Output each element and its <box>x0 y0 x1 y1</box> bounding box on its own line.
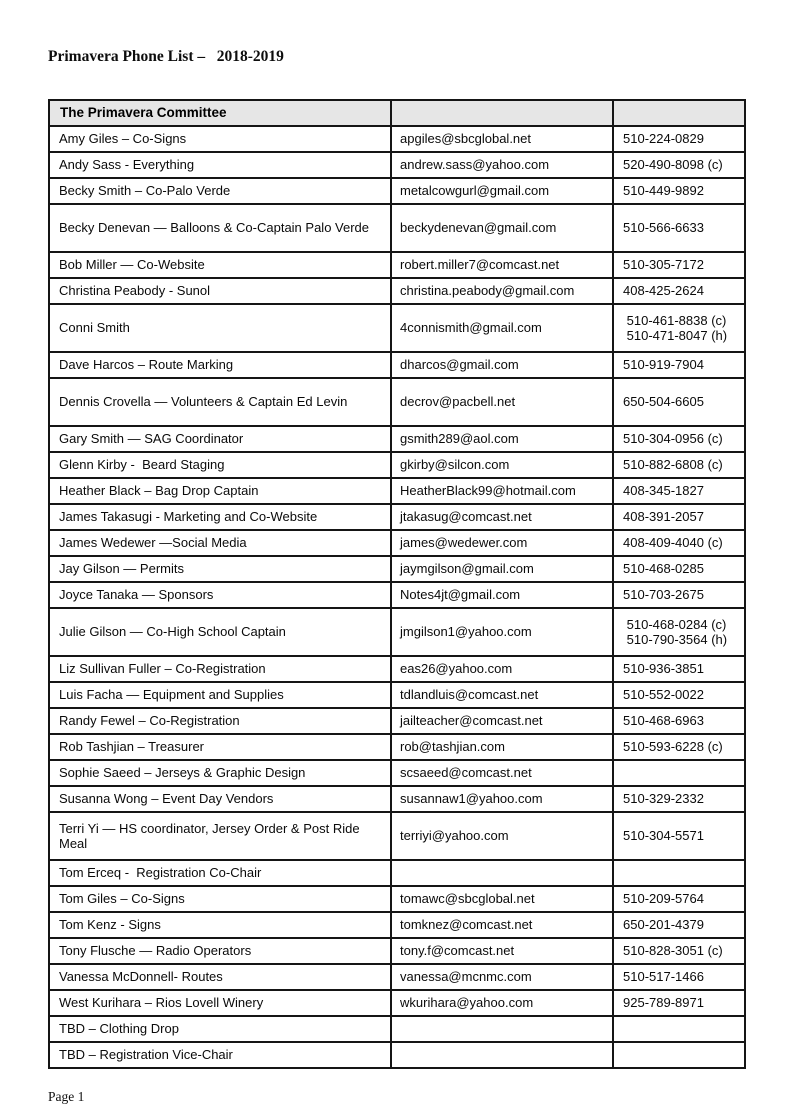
phone-cell <box>613 1042 745 1068</box>
email-cell: vanessa@mcnmc.com <box>391 964 613 990</box>
table-row <box>49 860 745 886</box>
email-cell: gkirby@silcon.com <box>391 452 613 478</box>
phone-cell: 520-490-8098 (c) <box>613 152 745 178</box>
phone-cell: 510-224-0829 <box>613 126 745 152</box>
name-cell: Susanna Wong – Event Day Vendors <box>49 786 391 812</box>
table-row <box>49 452 745 478</box>
table-row <box>49 964 745 990</box>
name-cell: Luis Facha — Equipment and Supplies <box>49 682 391 708</box>
table-header-empty-phone <box>613 100 745 126</box>
name-cell: James Wedewer —Social Media <box>49 530 391 556</box>
email-cell: terriyi@yahoo.com <box>391 812 613 860</box>
email-cell: rob@tashjian.com <box>391 734 613 760</box>
phone-cell: 510-449-9892 <box>613 178 745 204</box>
table-header-title: The Primavera Committee <box>49 100 391 126</box>
phone-cell: 510-703-2675 <box>613 582 745 608</box>
email-cell: eas26@yahoo.com <box>391 656 613 682</box>
phone-cell: 510-304-0956 (c) <box>613 426 745 452</box>
phone-cell: 408-425-2624 <box>613 278 745 304</box>
name-cell: Rob Tashjian – Treasurer <box>49 734 391 760</box>
email-cell: james@wedewer.com <box>391 530 613 556</box>
table-row <box>49 886 745 912</box>
name-cell: Becky Smith – Co-Palo Verde <box>49 178 391 204</box>
phone-cell: 510-468-0285 <box>613 556 745 582</box>
name-cell: Andy Sass - Everything <box>49 152 391 178</box>
name-cell: TBD – Clothing Drop <box>49 1016 391 1042</box>
name-cell: Bob Miller — Co-Website <box>49 252 391 278</box>
email-cell: wkurihara@yahoo.com <box>391 990 613 1016</box>
name-cell: Amy Giles – Co-Signs <box>49 126 391 152</box>
name-cell: Liz Sullivan Fuller – Co-Registration <box>49 656 391 682</box>
email-cell: Notes4jt@gmail.com <box>391 582 613 608</box>
email-cell: apgiles@sbcglobal.net <box>391 126 613 152</box>
name-cell: Sophie Saeed – Jerseys & Graphic Design <box>49 760 391 786</box>
phone-cell: 510-936-3851 <box>613 656 745 682</box>
phone-cell <box>613 760 745 786</box>
email-cell: robert.miller7@comcast.net <box>391 252 613 278</box>
table-row <box>49 760 745 786</box>
phone-cell <box>613 860 745 886</box>
table-header-row <box>49 100 745 126</box>
table-row <box>49 126 745 152</box>
table-row <box>49 378 745 426</box>
email-cell: decrov@pacbell.net <box>391 378 613 426</box>
table-row <box>49 912 745 938</box>
email-cell: tomawc@sbcglobal.net <box>391 886 613 912</box>
name-cell: Jay Gilson — Permits <box>49 556 391 582</box>
phone-cell: 510-919-7904 <box>613 352 745 378</box>
phone-cell: 925-789-8971 <box>613 990 745 1016</box>
name-cell: Joyce Tanaka — Sponsors <box>49 582 391 608</box>
table-row <box>49 990 745 1016</box>
email-cell: christina.peabody@gmail.com <box>391 278 613 304</box>
name-cell: Vanessa McDonnell- Routes <box>49 964 391 990</box>
table-row <box>49 178 745 204</box>
phone-cell: 510-461-8838 (c) 510-471-8047 (h) <box>613 304 745 352</box>
table-row <box>49 812 745 860</box>
email-cell: gsmith289@aol.com <box>391 426 613 452</box>
table-row <box>49 1016 745 1042</box>
name-cell: West Kurihara – Rios Lovell Winery <box>49 990 391 1016</box>
phone-cell: 510-593-6228 (c) <box>613 734 745 760</box>
table-row <box>49 304 745 352</box>
table-row <box>49 504 745 530</box>
table-header-empty-email <box>391 100 613 126</box>
phone-cell: 510-329-2332 <box>613 786 745 812</box>
name-cell: Glenn Kirby - Beard Staging <box>49 452 391 478</box>
table-row <box>49 608 745 656</box>
table-row <box>49 152 745 178</box>
table-row <box>49 682 745 708</box>
table-row <box>49 204 745 252</box>
name-cell: Tony Flusche — Radio Operators <box>49 938 391 964</box>
phone-cell: 650-201-4379 <box>613 912 745 938</box>
name-cell: Julie Gilson — Co-High School Captain <box>49 608 391 656</box>
phone-cell: 510-828-3051 (c) <box>613 938 745 964</box>
phone-cell: 510-209-5764 <box>613 886 745 912</box>
email-cell: jtakasug@comcast.net <box>391 504 613 530</box>
phone-cell: 510-517-1466 <box>613 964 745 990</box>
table-row <box>49 1042 745 1068</box>
email-cell: scsaeed@comcast.net <box>391 760 613 786</box>
page-number: Page 1 <box>48 1089 85 1104</box>
name-cell: Terri Yi — HS coordinator, Jersey Order & Post Ride Meal <box>49 812 391 860</box>
phone-cell: 408-409-4040 (c) <box>613 530 745 556</box>
table-row <box>49 252 745 278</box>
table-row <box>49 278 745 304</box>
table-row <box>49 582 745 608</box>
table-row <box>49 656 745 682</box>
name-cell: Dennis Crovella — Volunteers & Captain Ed Levin <box>49 378 391 426</box>
name-cell: Christina Peabody - Sunol <box>49 278 391 304</box>
table-row <box>49 938 745 964</box>
phone-cell: 510-552-0022 <box>613 682 745 708</box>
phone-cell: 510-468-0284 (c) 510-790-3564 (h) <box>613 608 745 656</box>
phone-cell: 510-468-6963 <box>613 708 745 734</box>
name-cell: Conni Smith <box>49 304 391 352</box>
email-cell <box>391 860 613 886</box>
name-cell: Gary Smith — SAG Coordinator <box>49 426 391 452</box>
name-cell: Dave Harcos – Route Marking <box>49 352 391 378</box>
phone-cell: 510-882-6808 (c) <box>613 452 745 478</box>
table-row <box>49 708 745 734</box>
email-cell: jailteacher@comcast.net <box>391 708 613 734</box>
email-cell: susannaw1@yahoo.com <box>391 786 613 812</box>
phone-cell <box>613 1016 745 1042</box>
name-cell: Tom Kenz - Signs <box>49 912 391 938</box>
name-cell: Tom Erceq - Registration Co-Chair <box>49 860 391 886</box>
email-cell: jmgilson1@yahoo.com <box>391 608 613 656</box>
table-row <box>49 556 745 582</box>
phone-cell: 650-504-6605 <box>613 378 745 426</box>
email-cell: tdlandluis@comcast.net <box>391 682 613 708</box>
table-row <box>49 734 745 760</box>
table-row <box>49 478 745 504</box>
name-cell: Heather Black – Bag Drop Captain <box>49 478 391 504</box>
email-cell: tomknez@comcast.net <box>391 912 613 938</box>
name-cell: Tom Giles – Co-Signs <box>49 886 391 912</box>
name-cell: Becky Denevan — Balloons & Co-Captain Palo Verde <box>49 204 391 252</box>
table-row <box>49 352 745 378</box>
phone-cell: 408-391-2057 <box>613 504 745 530</box>
phone-cell: 408-345-1827 <box>613 478 745 504</box>
email-cell: beckydenevan@gmail.com <box>391 204 613 252</box>
email-cell: tony.f@comcast.net <box>391 938 613 964</box>
email-cell <box>391 1042 613 1068</box>
table-row <box>49 530 745 556</box>
name-cell: James Takasugi - Marketing and Co-Website <box>49 504 391 530</box>
email-cell: dharcos@gmail.com <box>391 352 613 378</box>
phone-cell: 510-566-6633 <box>613 204 745 252</box>
email-cell: jaymgilson@gmail.com <box>391 556 613 582</box>
email-cell: metalcowgurl@gmail.com <box>391 178 613 204</box>
email-cell: HeatherBlack99@hotmail.com <box>391 478 613 504</box>
phone-cell: 510-304-5571 <box>613 812 745 860</box>
table-row <box>49 426 745 452</box>
phone-cell: 510-305-7172 <box>613 252 745 278</box>
committee-table-body <box>49 126 745 1068</box>
email-cell <box>391 1016 613 1042</box>
email-cell: andrew.sass@yahoo.com <box>391 152 613 178</box>
committee-phone-table <box>48 99 746 1069</box>
email-cell: 4connismith@gmail.com <box>391 304 613 352</box>
page-title: Primavera Phone List – 2018-2019 <box>48 48 284 65</box>
name-cell: Randy Fewel – Co-Registration <box>49 708 391 734</box>
table-row <box>49 786 745 812</box>
name-cell: TBD – Registration Vice-Chair <box>49 1042 391 1068</box>
